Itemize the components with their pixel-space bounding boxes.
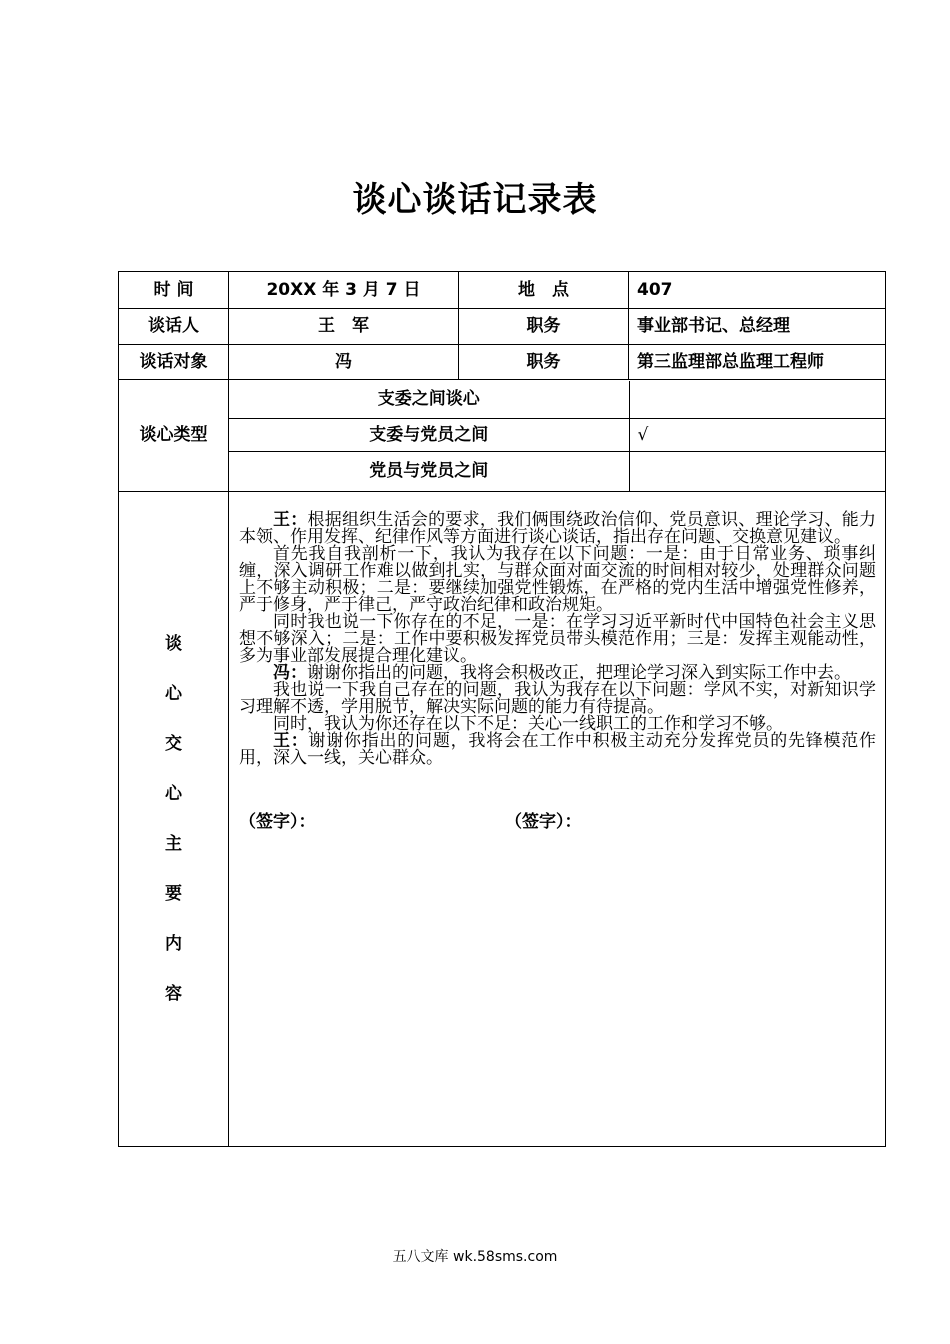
paragraph-text: 我也说一下我自己存在的问题，我认为我存在以下问题：学风不实，对新知识学习理解不透，学用脱节，解决实际问题的能力有待提高。 (239, 680, 876, 717)
content-label-char: 谈 (165, 634, 182, 654)
content-body (229, 492, 886, 1147)
talk-type-option (229, 419, 885, 452)
paragraph-text: 谢谢你指出的问题，我将会在工作中积极主动充分发挥党员的先锋模范作用，深入一线，关心群众。 (239, 731, 876, 768)
talker-value: 王 军 (229, 309, 459, 345)
content-paragraph (239, 546, 876, 614)
target-value: 冯 (229, 345, 459, 380)
talker-label: 谈话人 (119, 309, 229, 345)
talk-type-inner-table (229, 381, 885, 491)
talk-type-option-mark: √ (629, 419, 885, 452)
document-title: 谈心谈话记录表 (352, 180, 598, 220)
talker-post-label: 职务 (459, 309, 629, 345)
content-label-char: 心 (165, 684, 182, 704)
time-label: 时 间 (119, 272, 229, 309)
talk-type-row (119, 380, 886, 492)
target-label: 谈话对象 (119, 345, 229, 380)
speaker-label: 冯： (273, 663, 307, 683)
footer-watermark: 五八文库 wk.58sms.com (392, 1249, 558, 1265)
talk-type-option (229, 381, 885, 419)
paragraph-text: 同时，我认为你还存在以下不足：关心一线职工的工作和学习不够。 (273, 714, 783, 734)
content-paragraph (239, 512, 876, 546)
content-label-char: 要 (165, 884, 182, 904)
signature-right: （签字）： (505, 812, 582, 832)
talk-type-option-mark (629, 452, 885, 491)
talker-row (119, 309, 886, 345)
talk-type-options (229, 380, 886, 492)
content-label-char: 心 (165, 784, 182, 804)
signature-left: （签字）： (239, 812, 316, 832)
place-label: 地 点 (459, 272, 629, 309)
time-value: 20XX 年 3 月 7 日 (229, 272, 459, 309)
content-paragraph (239, 733, 876, 767)
content-row (119, 492, 886, 1147)
content-paragraph (239, 682, 876, 716)
place-value: 407 (629, 272, 886, 309)
content-label-char: 内 (165, 934, 182, 954)
content-paragraph (239, 614, 876, 665)
paragraph-text: 谢谢你指出的问题，我将会积极改正，把理论学习深入到实际工作中去。 (307, 663, 851, 683)
content-label-char: 容 (165, 984, 182, 1004)
time-place-row (119, 272, 886, 309)
paragraph-text: 同时我也说一下你存在的不足，一是：在学习习近平新时代中国特色社会主义思想不够深入；二是：工作中要积极发挥党员带头模范作用；三是：发挥主观能动性，多为事业部发展提合理化建议。 (239, 612, 876, 666)
target-row (119, 345, 886, 380)
talk-type-option-label: 党员与党员之间 (229, 452, 629, 491)
talk-type-option-label: 支委与党员之间 (229, 419, 629, 452)
record-form-table (118, 271, 886, 1147)
signature-line (239, 814, 876, 831)
content-label-char: 交 (165, 734, 182, 754)
paragraph-text: 根据组织生活会的要求，我们俩围绕政治信仰、党员意识、理论学习、能力本领、作用发挥、纪律作风等方面进行谈心谈话，指出存在问题、交换意见建议。 (239, 510, 877, 547)
content-label (119, 492, 229, 1147)
target-post-label: 职务 (459, 345, 629, 380)
talk-type-option-mark (629, 381, 885, 419)
paragraph-text: 首先我自我剖析一下，我认为我存在以下问题：一是：由于日常业务、琐事纠缠，深入调研工作难以做到扎实，与群众面对面交流的时间相对较少，处理群众问题上不够主动积极；二是：要继续加强党性锻炼，在严格的党内生活中增强党性修养，严于修身，严于律己，严守政治纪律和政治规矩。 (239, 544, 876, 615)
content-label-char: 主 (165, 834, 182, 854)
target-post-value: 第三监理部总监理工程师 (629, 345, 886, 380)
talk-type-option-label: 支委之间谈心 (229, 381, 629, 419)
talker-post-value: 事业部书记、总经理 (629, 309, 886, 345)
talk-type-option (229, 452, 885, 491)
talk-type-label: 谈心类型 (119, 380, 229, 492)
speaker-label: 王： (273, 731, 309, 751)
speaker-label: 王： (273, 510, 308, 530)
